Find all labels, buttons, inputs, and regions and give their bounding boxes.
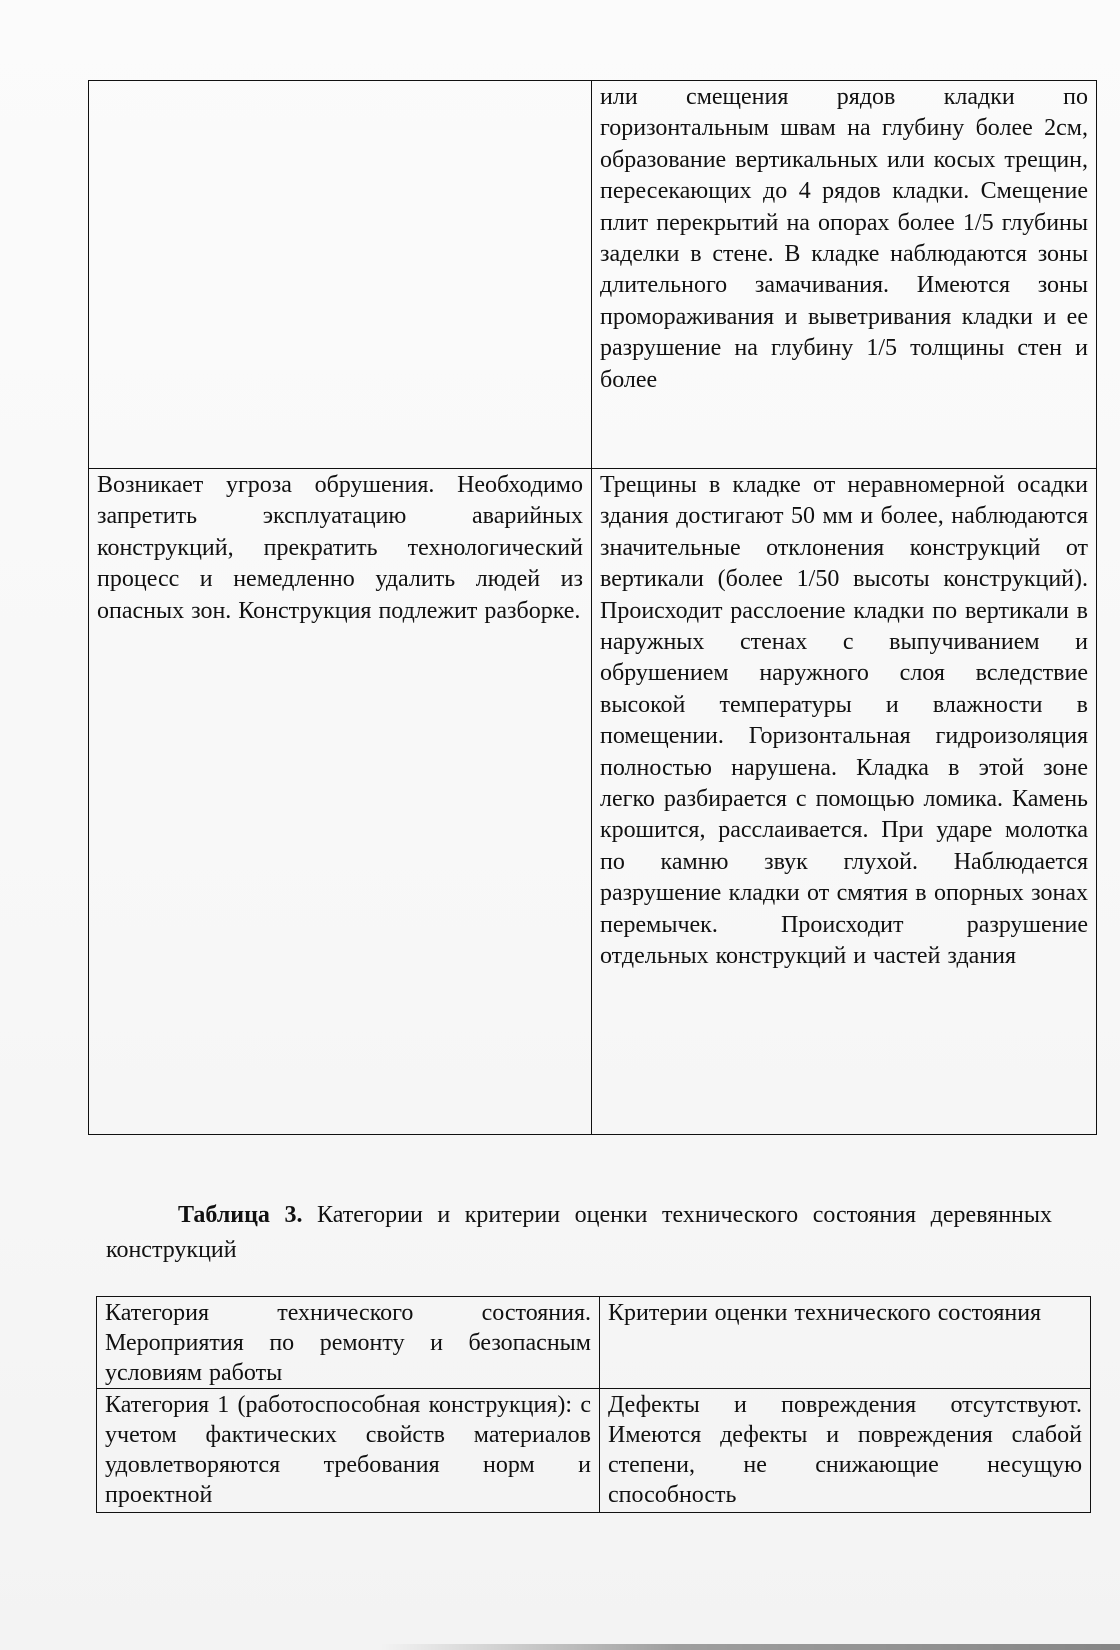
table-caption bbox=[106, 1198, 1052, 1268]
table-cell-measures: Категория 1 (работоспособная конструкция): с учетом фактических свойств материалов удовлетворяются требования норм и проектной bbox=[97, 1389, 600, 1513]
table-header-criteria: Критерии оценки технического состояния bbox=[600, 1297, 1091, 1389]
table-caption-label: Таблица 3. bbox=[178, 1202, 303, 1228]
table-cell-criteria: Дефекты и повреждения отсутствуют. Имеются дефекты и повреждения слабой степени, не снижающие несущую способность bbox=[600, 1389, 1091, 1513]
scan-edge-shadow bbox=[380, 1644, 1120, 1650]
wood-assessment-table bbox=[96, 1296, 1091, 1513]
table-cell-measures bbox=[89, 81, 592, 469]
table-cell-measures: Возникает угроза обрушения. Необходимо запретить эксплуатацию аварийных конструкций, прекратить технологический процесс и немедленно удалить людей из опасных зон. Конструкция подлежит разборке. bbox=[89, 469, 592, 1135]
masonry-assessment-table-continuation bbox=[88, 80, 1097, 1135]
table-caption-text: Категории и критерии оценки технического состояния деревянных конструкций bbox=[106, 1202, 1053, 1263]
table-cell-criteria: или смещения рядов кладки по горизонтальным швам на глубину более 2см, образование вертикальных или косых трещин, пересекающих до 4 рядов кладки. Смещение плит перекрытий на опорах более 1/5 глубины заделки в стене. В кладке наблюдаются зоны длительного замачивания. Имеются зоны промораживания и выветривания кладки и ее разрушение на глубину 1/5 толщины стен и более bbox=[592, 81, 1097, 469]
table-cell-criteria: Трещины в кладке от неравномерной осадки здания достигают 50 мм и более, наблюдаются значительные отклонения конструкций от вертикали (более 1/50 высоты конструкций). Происходит расслоение кладки по вертикали в наружных стенах с выпучиванием и обрушением наружного слоя вследствие высокой температуры и влажности в помещении. Горизонтальная гидроизоляция полностью нарушена. Кладка в этой зоне легко разбирается с помощью ломика. Камень крошится, расслаивается. При ударе молотка по камню звук глухой. Наблюдается разрушение кладки от смятия в опорных зонах перемычек. Происходит разрушение отдельных конструкций и частей здания bbox=[592, 469, 1097, 1135]
table-header-measures: Категория технического состояния. Мероприятия по ремонту и безопасным условиям работы bbox=[97, 1297, 600, 1389]
table-row bbox=[89, 81, 1097, 469]
table-row bbox=[97, 1389, 1091, 1513]
table-row bbox=[89, 469, 1097, 1135]
table-header-row bbox=[97, 1297, 1091, 1389]
